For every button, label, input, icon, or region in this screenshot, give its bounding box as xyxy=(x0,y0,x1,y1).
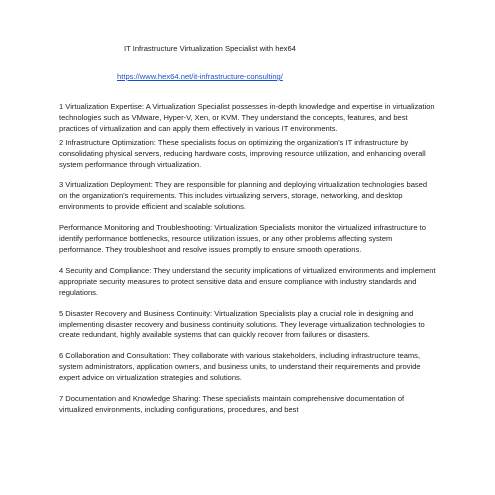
paragraph-performance-monitoring: Performance Monitoring and Troubleshooting: Virtualization Specialists monitor the virtualized infrastructure to identify performance bottlenecks, resource utilization issues, or any other problems affecting system performance. They troubleshoot and resolve issues promptly to ensure smooth operations. xyxy=(59,223,426,254)
paragraph-disaster-recovery: 5 Disaster Recovery and Business Continuity: Virtualization Specialists play a crucial role in designing and implementing disaster recovery and business continuity solutions. They leverage virtualization technologies to create redundant, highly available systems that can quickly recover from failures or disasters. xyxy=(59,308,425,340)
paragraph-infrastructure-optimization: 2 Infrastructure Optimization: These specialists focus on optimizing the organization's IT infrastructure by consolidating physical servers, reducing hardware costs, improving resource utilization, and enhancing overall system performance through virtualization. xyxy=(59,137,426,169)
consulting-link[interactable]: https://www.hex64.net/it-infrastructure-consulting/ xyxy=(117,72,283,81)
paragraph-virtualization-deployment: 3 Virtualization Deployment: They are responsible for planning and deploying virtualization technologies based on the organization's requirements. This includes virtualizing servers, storage, networking, and desktop environments to provide efficient and scalable solutions. xyxy=(59,180,428,212)
document-body xyxy=(59,102,437,416)
paragraph-security-compliance: 4 Security and Compliance: They understand the security implications of virtualized environments and implement appropriate security measures to protect sensitive data and ensure compliance with industry standards and regulations. xyxy=(59,265,436,297)
paragraph-collaboration: 6 Collaboration and Consultation: They collaborate with various stakeholders, including infrastructure teams, system administrators, application owners, and business units, to understand their requirements and provide expert advice on virtualization strategies and solutions. xyxy=(59,351,421,383)
document-title: IT Infrastructure Virtualization Specialist with hex64 xyxy=(124,44,296,53)
paragraph-documentation: 7 Documentation and Knowledge Sharing: These specialists maintain comprehensive documentation of virtualized environments, including configurations, procedures, and best xyxy=(59,394,405,414)
paragraph-virtualization-expertise: 1 Virtualization Expertise: A Virtualization Specialist possesses in-depth knowledge and expertise in virtualization technologies such as VMware, Hyper-V, Xen, or KVM. They understand the concepts, features, and best practices of virtualization and can apply them effectively in various IT environments. xyxy=(59,102,435,133)
